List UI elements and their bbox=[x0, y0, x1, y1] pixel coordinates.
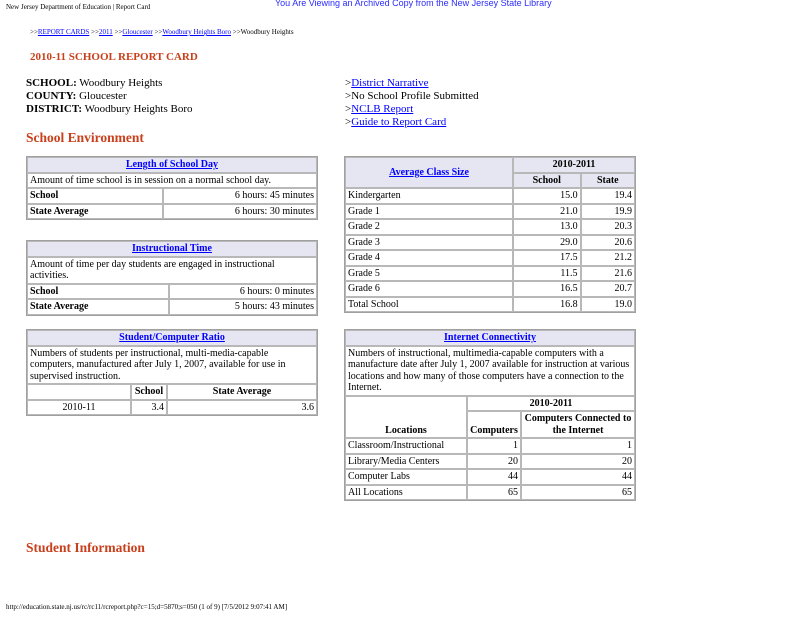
table-row: School 6 hours: 45 minutes bbox=[27, 188, 317, 204]
archive-banner: You Are Viewing an Archived Copy from the New Jersey State Library bbox=[275, 0, 552, 8]
table-row: Total School 16.8 19.0 bbox=[345, 297, 635, 313]
table-row: Grade 5 11.5 21.6 bbox=[345, 266, 635, 282]
instructional-time-link[interactable]: Instructional Time bbox=[132, 243, 212, 254]
table-row: Grade 1 21.0 19.9 bbox=[345, 204, 635, 220]
class-size-table: Average Class Size 2010-2011 School State Kindergarten 15.0 19.4 Grade 1 21.0 19.9 Grade 2 13.0 20.3 Grade 3 29.0 20.6 Grade 4 17.5 21.2 Grade 5 11.5 21.6 Grade 6 16.5 20.7 Total School 16.8 19.0 bbox=[344, 156, 636, 313]
instructional-time-description: Amount of time per day students are engaged in instructional activities. bbox=[27, 257, 317, 284]
table-row: Library/Media Centers 20 20 bbox=[345, 454, 635, 470]
section-school-environment: School Environment bbox=[26, 130, 144, 145]
guide-link[interactable]: Guide to Report Card bbox=[351, 116, 447, 128]
print-footer: http://education.state.nj.us/rc/rc11/rcreport.php?c=15;d=5870;s=050 (1 of 9) [7/5/2012 9:07:41 AM] bbox=[6, 603, 288, 611]
student-computer-link[interactable]: Student/Computer Ratio bbox=[119, 332, 225, 343]
table-row: School 6 hours: 0 minutes bbox=[27, 284, 317, 300]
school-name: Woodbury Heights bbox=[79, 77, 163, 89]
breadcrumb-school: Woodbury Heights bbox=[240, 28, 294, 36]
breadcrumb-county[interactable]: Gloucester bbox=[122, 28, 153, 36]
table-row: Classroom/Instructional 1 1 bbox=[345, 438, 635, 454]
page-title: 2010-11 SCHOOL REPORT CARD bbox=[30, 51, 198, 63]
school-info: SCHOOL: Woodbury Heights COUNTY: Gloucester DISTRICT: Woodbury Heights Boro bbox=[26, 77, 193, 115]
internet-description: Numbers of instructional, multimedia-capable computers with a manufacture date after July 1, 2007 available for instruction at various locations and how many of those computers have a connection to the Internet. bbox=[345, 346, 635, 396]
table-row: Grade 3 29.0 20.6 bbox=[345, 235, 635, 251]
nclb-report-link[interactable]: NCLB Report bbox=[351, 103, 414, 115]
length-of-day-table bbox=[26, 156, 318, 220]
side-links: >District Narrative >No School Profile Submitted >NCLB Report >Guide to Report Card bbox=[345, 77, 479, 128]
length-of-day-link[interactable]: Length of School Day bbox=[126, 159, 218, 170]
table-row: State Average 5 hours: 43 minutes bbox=[27, 299, 317, 315]
table-row: All Locations 65 65 bbox=[345, 485, 635, 501]
print-header: New Jersey Department of Education | Report Card bbox=[6, 3, 151, 11]
no-profile-text: >No School Profile Submitted bbox=[345, 90, 479, 102]
district-narrative-link[interactable]: District Narrative bbox=[351, 77, 429, 89]
table-row: Kindergarten 15.0 19.4 bbox=[345, 188, 635, 204]
breadcrumb-report-cards[interactable]: REPORT CARDS bbox=[37, 28, 90, 36]
table-row: State Average 6 hours: 30 minutes bbox=[27, 204, 317, 220]
student-computer-description: Numbers of students per instructional, multi-media-capable computers, manufactured after July 1, 2007, available for use in supervised instruction. bbox=[27, 346, 317, 385]
district-name: Woodbury Heights Boro bbox=[84, 103, 193, 115]
table-row: Grade 4 17.5 21.2 bbox=[345, 250, 635, 266]
county-name: Gloucester bbox=[79, 90, 127, 102]
breadcrumb-year[interactable]: 2011 bbox=[98, 28, 113, 36]
breadcrumb: >>REPORT CARDS >>2011 >>Gloucester >>Woodbury Heights Boro >>Woodbury Heights bbox=[30, 28, 294, 36]
length-of-day-description: Amount of time school is in session on a normal school day. bbox=[27, 173, 317, 189]
section-student-information: Student Information bbox=[26, 540, 145, 555]
breadcrumb-district[interactable]: Woodbury Heights Boro bbox=[162, 28, 231, 36]
table-row: Grade 2 13.0 20.3 bbox=[345, 219, 635, 235]
internet-link[interactable]: Internet Connectivity bbox=[444, 332, 536, 343]
table-row: 2010-11 3.4 3.6 bbox=[27, 400, 317, 416]
table-row: Computer Labs 44 44 bbox=[345, 469, 635, 485]
internet-table: Internet Connectivity Numbers of instructional, multimedia-capable computers with a manufacture date after July 1, 2007 available for instruction at various locations and how many of those computers have a connection to the Internet. Locations 2010-2011 Computers Computers Connected to the Internet Classroom/Instructional 1 1 Library/Media Centers 20 20 Computer Labs 44 44 All Locations 65 65 bbox=[344, 329, 636, 501]
instructional-time-table bbox=[26, 240, 318, 316]
table-row: Grade 6 16.5 20.7 bbox=[345, 281, 635, 297]
class-size-link[interactable]: Average Class Size bbox=[389, 166, 469, 178]
student-computer-table: Student/Computer Ratio Numbers of students per instructional, multi-media-capable computers, manufactured after July 1, 2007, available for use in supervised instruction. School State Average 2010-11 3.4 3.6 bbox=[26, 329, 318, 416]
